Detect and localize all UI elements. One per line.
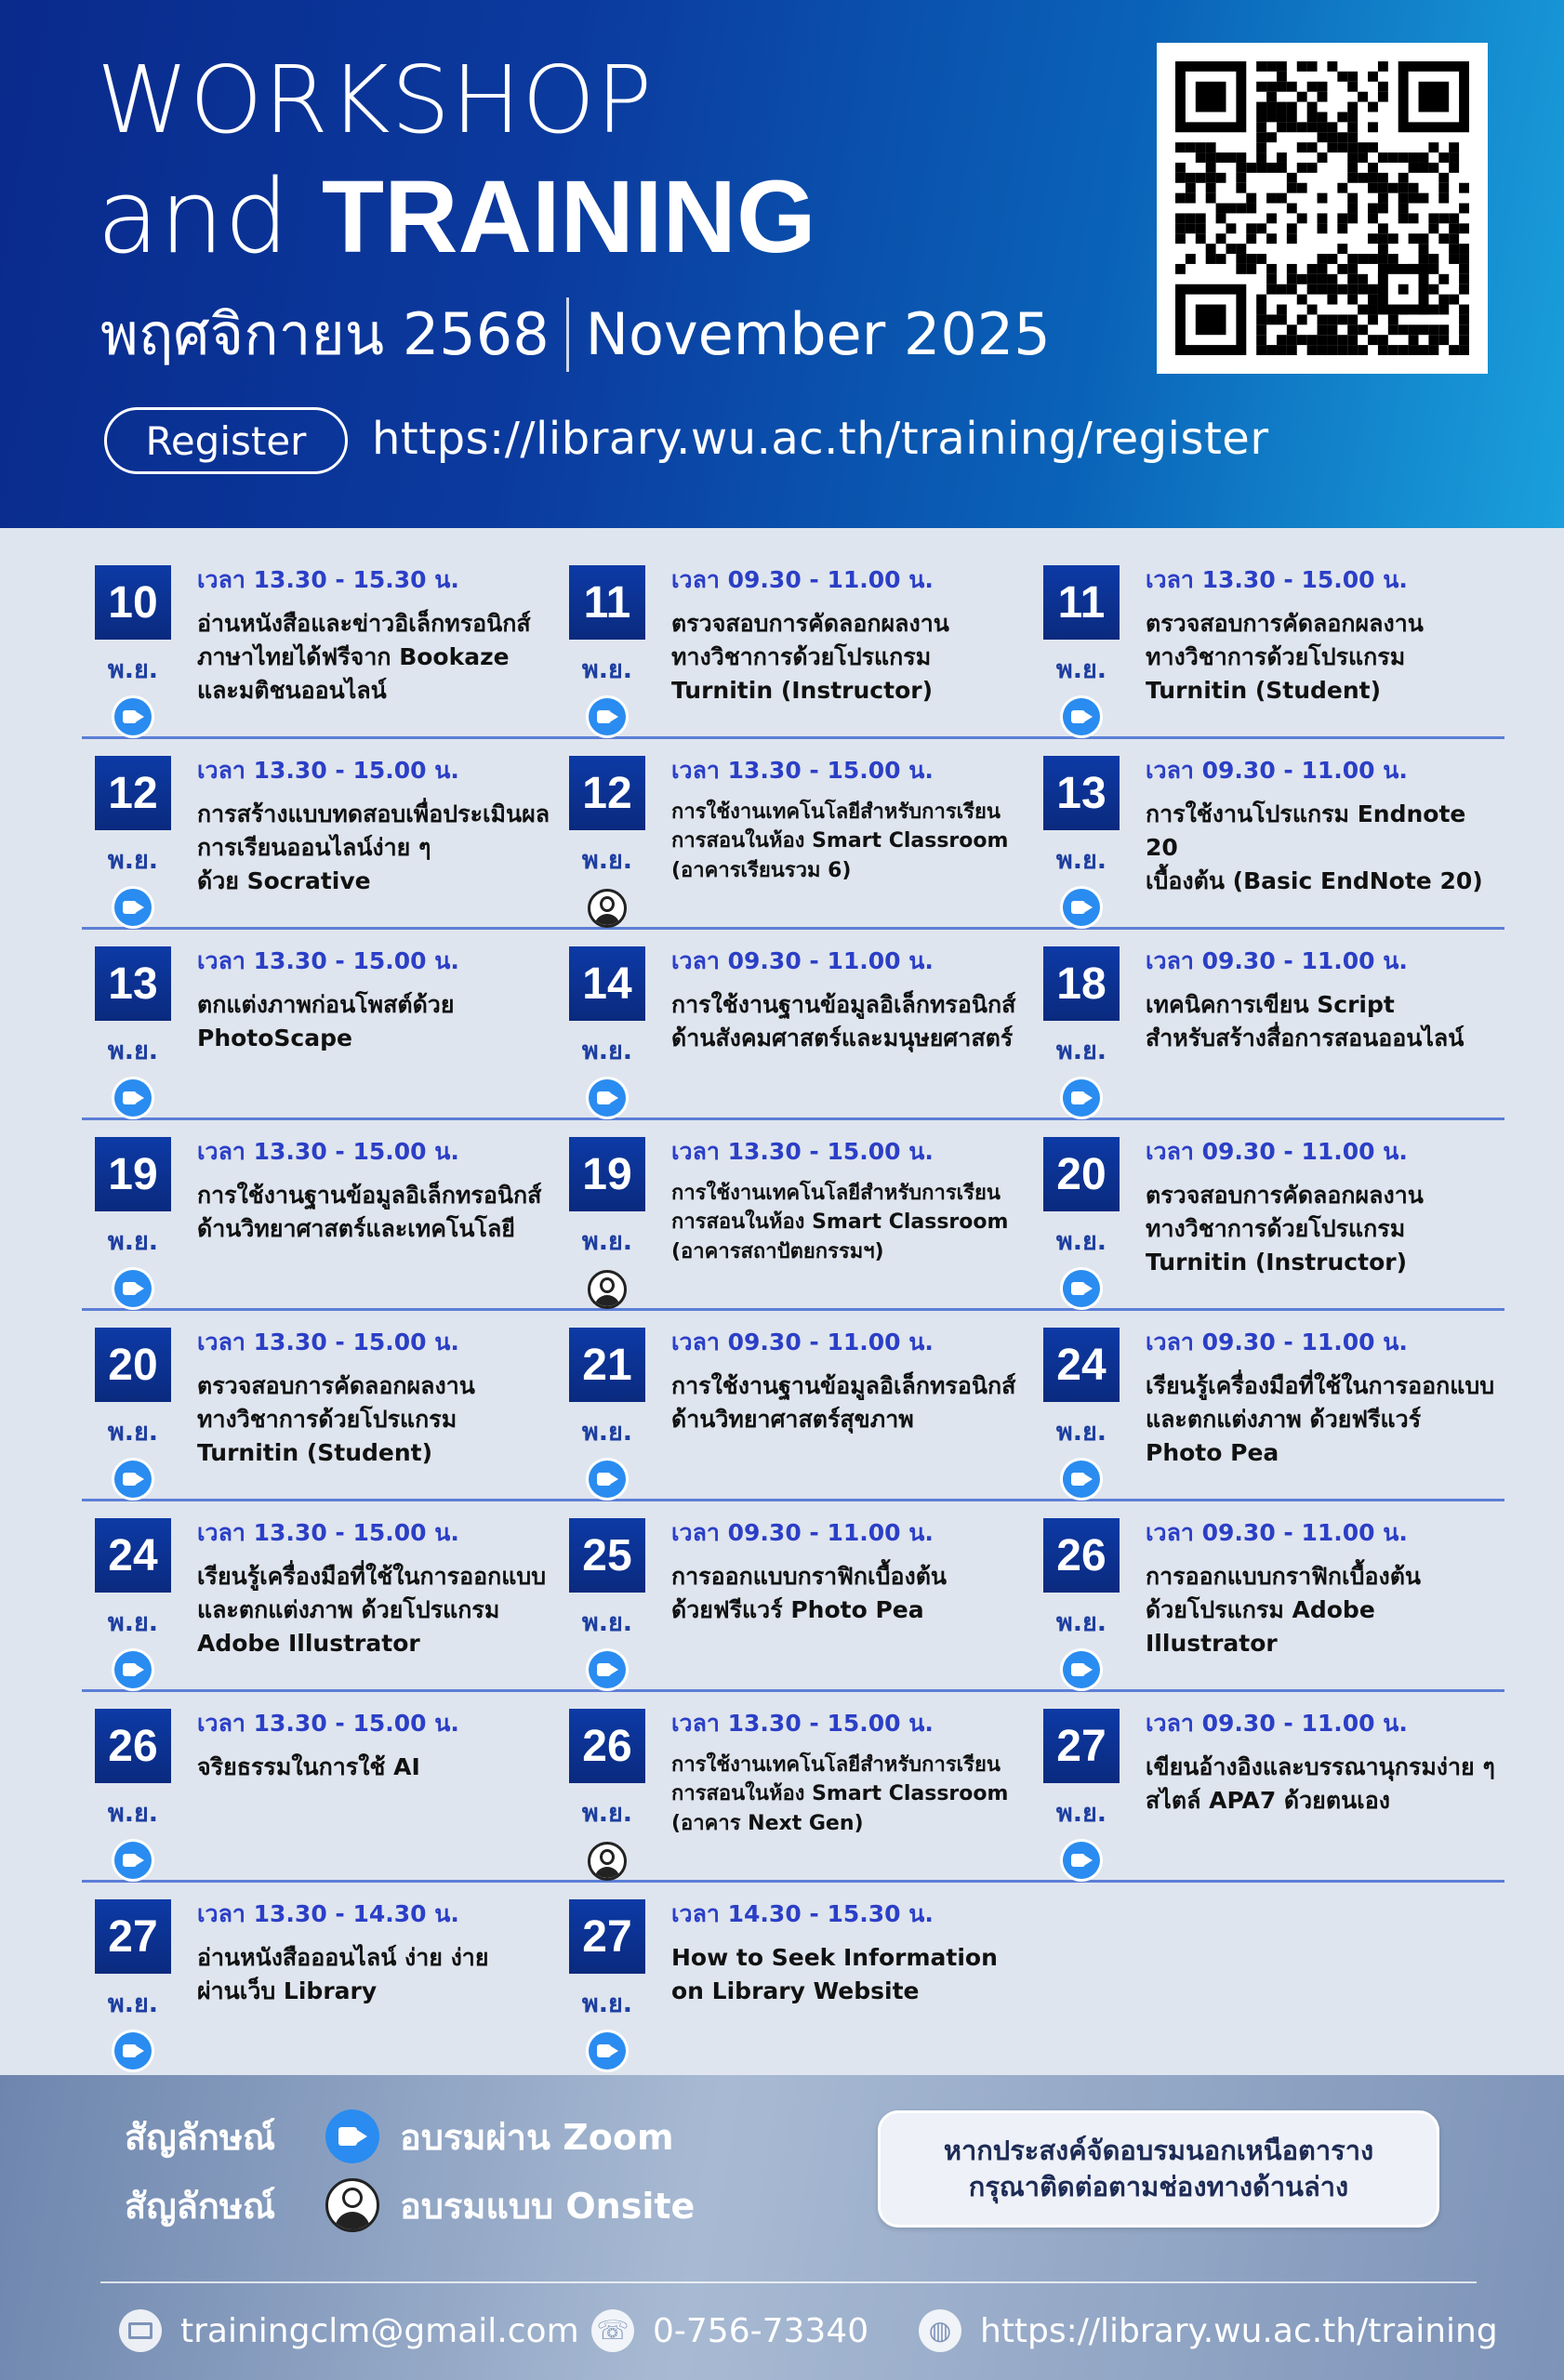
schedule-row	[82, 1120, 1504, 1311]
workshop-time: เวลา 09.30 - 11.00 น.	[671, 566, 934, 593]
workshop-topic: How to Seek Information on Library Website	[671, 1943, 998, 2004]
workshop-card[interactable]	[556, 739, 1030, 927]
month-thai: พฤศจิกายน 2568	[100, 300, 550, 368]
day-number: 27	[569, 1899, 645, 1974]
contact-phone[interactable]	[591, 2309, 868, 2352]
workshop-topic: ตรวจสอบการคัดลอกผลงาน ทางวิชาการด้วยโปรแกรม Turnitin (Instructor)	[1146, 1181, 1424, 1276]
workshop-info	[671, 756, 1025, 886]
workshop-topic: อ่านหนังสือและข่าวอิเล็กทรอนิกส์ ภาษาไทยได้ฟรีจาก Bookaze และมติชนออนไลน์	[197, 609, 531, 704]
contact-email[interactable]	[119, 2309, 579, 2352]
workshop-info	[671, 1709, 1025, 1839]
month-abbr: พ.ย.	[1055, 655, 1107, 684]
workshop-time: เวลา 13.30 - 15.00 น.	[197, 1519, 459, 1546]
workshop-info	[197, 946, 550, 1055]
workshop-info	[1146, 565, 1499, 707]
website-text[interactable]: https://library.wu.ac.th/training	[980, 2311, 1498, 2350]
date-column	[569, 1709, 645, 1881]
workshop-card[interactable]	[556, 1883, 1030, 2073]
workshop-time: เวลา 13.30 - 15.00 น.	[197, 947, 459, 974]
zoom-icon	[1063, 889, 1100, 926]
month-abbr: พ.ย.	[107, 1608, 159, 1637]
workshop-card[interactable]	[82, 1311, 556, 1499]
workshop-time: เวลา 09.30 - 11.00 น.	[671, 1329, 934, 1355]
custom-training-notice	[878, 2110, 1439, 2228]
workshop-topic: จริยธรรมในการใช้ AI	[197, 1752, 420, 1780]
day-number: 12	[95, 756, 171, 830]
month-abbr: พ.ย.	[107, 1799, 159, 1828]
workshop-card[interactable]	[556, 1501, 1030, 1689]
qr-code[interactable]	[1157, 43, 1488, 374]
legend-zoom	[125, 2109, 674, 2165]
month-abbr: พ.ย.	[581, 1037, 633, 1065]
date-column	[95, 565, 171, 735]
header-banner	[0, 0, 1564, 528]
workshop-info	[197, 1518, 550, 1660]
workshop-card[interactable]	[82, 1501, 556, 1689]
workshop-info	[671, 1328, 1025, 1436]
workshop-topic: เขียนอ้างอิงและบรรณานุกรมง่าย ๆ สไตล์ APA7 ด้วยตนเอง	[1146, 1752, 1495, 1814]
workshop-time: เวลา 09.30 - 11.00 น.	[1146, 757, 1408, 784]
workshop-topic: การสร้างแบบทดสอบเพื่อประเมินผล การเรียนออนไลน์ง่าย ๆ ด้วย Socrative	[197, 800, 550, 894]
day-number: 25	[569, 1518, 645, 1593]
register-button[interactable]: Register	[104, 407, 348, 474]
workshop-time: เวลา 09.30 - 11.00 น.	[1146, 1710, 1408, 1737]
schedule-row	[82, 1883, 1504, 2073]
workshop-card[interactable]	[556, 1120, 1030, 1308]
notice-line-2: กรุณาติดต่อตามช่องทางด้านล่าง	[968, 2171, 1349, 2202]
legend-zoom-text: อบรมผ่าน Zoom	[400, 2117, 674, 2158]
schedule-row	[82, 1501, 1504, 1692]
workshop-topic: การออกแบบกราฟิกเบื้องต้น ด้วยโปรแกรม Adobe Illustrator	[1146, 1562, 1422, 1657]
workshop-time: เวลา 13.30 - 15.00 น.	[197, 757, 459, 784]
workshop-topic: ตกแต่งภาพก่อนโพสต์ด้วย PhotoScape	[197, 990, 455, 1051]
zoom-icon	[1063, 1651, 1100, 1688]
workshop-topic: ตรวจสอบการคัดลอกผลงาน ทางวิชาการด้วยโปรแกรม Turnitin (Instructor)	[671, 609, 949, 704]
schedule-grid	[82, 549, 1504, 2073]
workshop-info	[1146, 1328, 1499, 1470]
workshop-topic: อ่านหนังสือออนไลน์ ง่าย ง่าย ผ่านเว็บ Library	[197, 1943, 489, 2004]
workshop-info	[197, 756, 550, 898]
day-number: 11	[1043, 565, 1120, 640]
day-number: 20	[95, 1328, 171, 1402]
workshop-card[interactable]	[1030, 739, 1504, 927]
workshop-time: เวลา 13.30 - 15.30 น.	[197, 566, 459, 593]
qr-code-graphic	[1175, 61, 1469, 355]
month-abbr: พ.ย.	[107, 1418, 159, 1447]
mail-icon	[119, 2309, 162, 2352]
month-abbr: พ.ย.	[581, 1608, 633, 1637]
zoom-icon	[1063, 1842, 1100, 1879]
workshop-topic: การใช้งานเทคโนโลยีสำหรับการเรียน การสอนในห้อง Smart Classroom (อาคารสถาปัตยกรรมฯ)	[671, 1181, 1009, 1264]
month-row	[100, 298, 1051, 372]
workshop-topic: ตรวจสอบการคัดลอกผลงาน ทางวิชาการด้วยโปรแกรม Turnitin (Student)	[1146, 609, 1424, 704]
workshop-time: เวลา 14.30 - 15.30 น.	[671, 1900, 934, 1927]
workshop-info	[1146, 756, 1499, 898]
zoom-icon	[589, 1651, 626, 1688]
month-abbr: พ.ย.	[581, 655, 633, 684]
workshop-info	[671, 1899, 1025, 2008]
workshop-info	[671, 1137, 1025, 1267]
register-url-link[interactable]: https://library.wu.ac.th/training/register	[372, 413, 1269, 465]
date-column	[1043, 565, 1120, 735]
contact-website[interactable]	[919, 2309, 1498, 2352]
zoom-icon	[114, 698, 152, 735]
workshop-info	[1146, 1518, 1499, 1660]
workshop-card[interactable]	[1030, 930, 1504, 1117]
month-abbr: พ.ย.	[1055, 1037, 1107, 1065]
notice-line-1: หากประสงค์จัดอบรมนอกเหนือตาราง	[943, 2134, 1374, 2166]
workshop-time: เวลา 13.30 - 15.00 น.	[197, 1138, 459, 1165]
day-number: 12	[569, 756, 645, 830]
email-text[interactable]: trainingclm@gmail.com	[180, 2311, 579, 2350]
workshop-topic: การใช้งานฐานข้อมูลอิเล็กทรอนิกส์ ด้านสังคมศาสตร์และมนุษยศาสตร์	[671, 990, 1016, 1051]
zoom-icon	[114, 889, 152, 926]
legend-onsite	[125, 2177, 695, 2234]
title-workshop: WORKSHOP	[97, 46, 654, 154]
workshop-card[interactable]	[1030, 1311, 1504, 1499]
month-abbr: พ.ย.	[581, 1418, 633, 1447]
workshop-time: เวลา 13.30 - 14.30 น.	[197, 1900, 459, 1927]
zoom-icon	[589, 1079, 626, 1117]
workshop-topic: การใช้งานเทคโนโลยีสำหรับการเรียน การสอนในห้อง Smart Classroom (อาคารเรียนรวม 6)	[671, 800, 1009, 883]
workshop-topic: การใช้งานโปรแกรม Endnote 20 เบื้องต้น (Basic EndNote 20)	[1146, 800, 1483, 894]
date-column	[95, 1137, 171, 1307]
month-abbr: พ.ย.	[581, 1799, 633, 1828]
month-abbr: พ.ย.	[107, 655, 159, 684]
date-column	[1043, 1137, 1120, 1307]
workshop-info	[197, 1137, 550, 1246]
workshop-time: เวลา 13.30 - 15.00 น.	[671, 757, 934, 784]
workshop-info	[197, 1709, 550, 1784]
workshop-card[interactable]	[1030, 549, 1504, 736]
workshop-card[interactable]	[82, 1692, 556, 1880]
zoom-icon	[325, 2109, 379, 2163]
month-abbr: พ.ย.	[1055, 1418, 1107, 1447]
workshop-card[interactable]	[556, 1311, 1030, 1499]
zoom-icon	[589, 698, 626, 735]
zoom-icon	[114, 1842, 152, 1879]
zoom-icon	[589, 2032, 626, 2069]
day-number: 18	[1043, 946, 1120, 1021]
workshop-card[interactable]	[82, 930, 556, 1117]
legend-label: สัญลักษณ์	[125, 2117, 276, 2158]
month-abbr: พ.ย.	[581, 1990, 633, 2018]
month-abbr: พ.ย.	[581, 846, 633, 875]
zoom-icon	[1063, 1270, 1100, 1307]
workshop-info	[197, 565, 550, 707]
month-abbr: พ.ย.	[107, 846, 159, 875]
legend-onsite-text: อบรมแบบ Onsite	[400, 2186, 696, 2227]
footer-divider	[100, 2281, 1477, 2283]
month-abbr: พ.ย.	[107, 1227, 159, 1256]
day-number: 27	[1043, 1709, 1120, 1783]
workshop-time: เวลา 09.30 - 11.00 น.	[1146, 1519, 1408, 1546]
date-column	[569, 1137, 645, 1309]
date-column	[569, 756, 645, 928]
day-number: 10	[95, 565, 171, 640]
schedule-row	[82, 549, 1504, 739]
workshop-time: เวลา 13.30 - 15.00 น.	[197, 1710, 459, 1737]
zoom-icon	[1063, 1079, 1100, 1117]
workshop-card[interactable]	[1030, 1120, 1504, 1308]
date-column	[1043, 1709, 1120, 1879]
zoom-icon	[114, 1270, 152, 1307]
zoom-icon	[114, 2032, 152, 2069]
month-abbr: พ.ย.	[1055, 1608, 1107, 1637]
workshop-card[interactable]	[82, 1883, 556, 2073]
workshop-card[interactable]	[1030, 1501, 1504, 1689]
workshop-time: เวลา 13.30 - 15.00 น.	[671, 1710, 934, 1737]
workshop-info	[1146, 1709, 1499, 1818]
day-number: 26	[1043, 1518, 1120, 1593]
workshop-card[interactable]	[1030, 1692, 1504, 1880]
workshop-info	[1146, 1137, 1499, 1279]
date-column	[95, 1328, 171, 1498]
day-number: 21	[569, 1328, 645, 1402]
workshop-topic: การออกแบบกราฟิกเบื้องต้น ด้วยฟรีแวร์ Photo Pea	[671, 1562, 948, 1623]
title-and: and	[97, 157, 289, 276]
zoom-icon	[589, 1461, 626, 1498]
day-number: 13	[1043, 756, 1120, 830]
workshop-time: เวลา 09.30 - 11.00 น.	[1146, 1329, 1408, 1355]
onsite-person-icon	[588, 1270, 627, 1309]
zoom-icon	[114, 1461, 152, 1498]
month-abbr: พ.ย.	[1055, 1227, 1107, 1256]
date-column	[95, 756, 171, 926]
day-number: 26	[569, 1709, 645, 1783]
workshop-card[interactable]	[556, 930, 1030, 1117]
onsite-person-icon	[325, 2178, 379, 2232]
month-abbr: พ.ย.	[107, 1037, 159, 1065]
workshop-card[interactable]	[82, 739, 556, 927]
workshop-time: เวลา 09.30 - 11.00 น.	[671, 947, 934, 974]
legend-label: สัญลักษณ์	[125, 2186, 276, 2227]
month-abbr: พ.ย.	[1055, 1799, 1107, 1828]
day-number: 14	[569, 946, 645, 1021]
schedule-row	[82, 1692, 1504, 1883]
workshop-card[interactable]	[82, 1120, 556, 1308]
onsite-person-icon	[588, 889, 627, 928]
month-divider	[566, 298, 569, 372]
date-column	[569, 1518, 645, 1688]
workshop-info	[197, 1899, 550, 2008]
day-number: 24	[1043, 1328, 1120, 1402]
title-training: TRAINING	[321, 160, 816, 274]
day-number: 19	[95, 1137, 171, 1211]
workshop-info	[1146, 946, 1499, 1055]
workshop-time: เวลา 13.30 - 15.00 น.	[1146, 566, 1408, 593]
day-number: 26	[95, 1709, 171, 1783]
month-abbr: พ.ย.	[581, 1227, 633, 1256]
schedule-row	[82, 1311, 1504, 1501]
zoom-icon	[114, 1651, 152, 1688]
day-number: 24	[95, 1518, 171, 1593]
date-column	[95, 946, 171, 1117]
workshop-info	[671, 565, 1025, 707]
workshop-topic: เทคนิคการเขียน Script สำหรับสร้างสื่อการสอนออนไลน์	[1146, 990, 1465, 1051]
workshop-topic: เรียนรู้เครื่องมือที่ใช้ในการออกแบบ และตกแต่งภาพ ด้วยฟรีแวร์ Photo Pea	[1146, 1371, 1495, 1466]
footer	[0, 2075, 1564, 2380]
date-column	[1043, 946, 1120, 1117]
workshop-time: เวลา 13.30 - 15.00 น.	[671, 1138, 934, 1165]
globe-icon: ◍	[919, 2309, 961, 2352]
workshop-card[interactable]	[82, 549, 556, 736]
day-number: 13	[95, 946, 171, 1021]
title-and-training	[97, 157, 816, 276]
day-number: 19	[569, 1137, 645, 1211]
date-column	[1043, 1518, 1120, 1688]
workshop-topic: การใช้งานเทคโนโลยีสำหรับการเรียน การสอนในห้อง Smart Classroom (อาคาร Next Gen)	[671, 1752, 1009, 1836]
workshop-card[interactable]	[556, 1692, 1030, 1880]
date-column	[1043, 1328, 1120, 1498]
month-english: November 2025	[585, 300, 1051, 368]
workshop-topic: การใช้งานฐานข้อมูลอิเล็กทรอนิกส์ ด้านวิทยาศาสตร์สุขภาพ	[671, 1371, 1016, 1433]
zoom-icon	[1063, 1461, 1100, 1498]
onsite-person-icon	[588, 1842, 627, 1881]
date-column	[569, 946, 645, 1117]
workshop-time: เวลา 13.30 - 15.00 น.	[197, 1329, 459, 1355]
workshop-topic: การใช้งานฐานข้อมูลอิเล็กทรอนิกส์ ด้านวิทยาศาสตร์และเทคโนโลยี	[197, 1181, 542, 1242]
date-column	[1043, 756, 1120, 926]
zoom-icon	[1063, 698, 1100, 735]
date-column	[95, 1899, 171, 2069]
workshop-time: เวลา 09.30 - 11.00 น.	[1146, 1138, 1408, 1165]
day-number: 11	[569, 565, 645, 640]
day-number: 27	[95, 1899, 171, 1974]
phone-text[interactable]: 0-756-73340	[653, 2311, 869, 2350]
workshop-time: เวลา 09.30 - 11.00 น.	[1146, 947, 1408, 974]
date-column	[95, 1518, 171, 1688]
zoom-icon	[114, 1079, 152, 1117]
workshop-info	[197, 1328, 550, 1470]
date-column	[569, 1899, 645, 2069]
month-abbr: พ.ย.	[1055, 846, 1107, 875]
workshop-topic: เรียนรู้เครื่องมือที่ใช้ในการออกแบบ และตกแต่งภาพ ด้วยโปรแกรม Adobe Illustrator	[197, 1562, 547, 1657]
workshop-card[interactable]	[556, 549, 1030, 736]
workshop-topic: ตรวจสอบการคัดลอกผลงาน ทางวิชาการด้วยโปรแกรม Turnitin (Student)	[197, 1371, 475, 1466]
workshop-info	[671, 946, 1025, 1055]
workshop-info	[671, 1518, 1025, 1627]
workshop-time: เวลา 09.30 - 11.00 น.	[671, 1519, 934, 1546]
phone-icon: ☏	[591, 2309, 634, 2352]
date-column	[95, 1709, 171, 1879]
month-abbr: พ.ย.	[107, 1990, 159, 2018]
date-column	[569, 565, 645, 735]
date-column	[569, 1328, 645, 1498]
schedule-row	[82, 930, 1504, 1120]
day-number: 20	[1043, 1137, 1120, 1211]
schedule-row	[82, 739, 1504, 930]
